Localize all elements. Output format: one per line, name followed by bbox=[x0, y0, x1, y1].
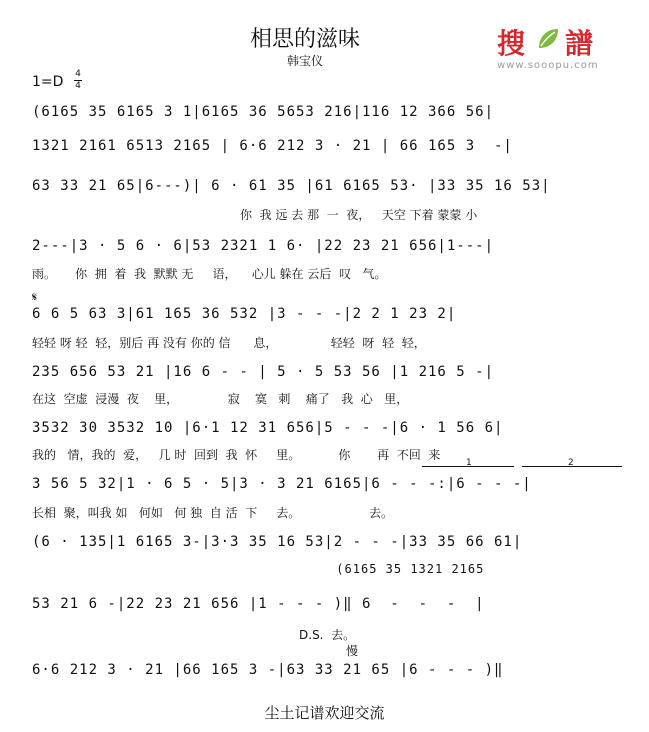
site-logo[interactable] bbox=[497, 22, 617, 76]
segno-mark: 𝄋 bbox=[32, 290, 38, 304]
notation-row-3: 63 33 21 65|6---)| 6 · 61 35 |61 6165 53· |33 35 16 53| bbox=[32, 178, 551, 194]
lyrics-row-6: 在这 空虚 浸漫 夜 里， 寂 寞 刺 痛了 我 心 里， bbox=[32, 392, 409, 406]
notation-row-9: (6 · 135|1 6165 3-|3·3 35 16 53|2 - - -|33 35 66 61| bbox=[32, 534, 523, 550]
notation-row-12: 6·6 212 3 · 21 |66 165 3 -|63 33 21 65 |6 - - - )‖ bbox=[32, 662, 504, 678]
lyrics-row-5: 轻轻 呀 轻 轻，别后 再 没有 你的 信 息， 轻轻 呀 轻 轻， bbox=[32, 336, 426, 350]
volta-first-label: 1 bbox=[466, 458, 472, 468]
logo-text-sou: 搜 bbox=[497, 27, 526, 60]
footer-credit: 尘土记谱欢迎交流 bbox=[264, 704, 385, 722]
lyrics-row-3: 你 我 远 去 那 一 夜， 天空 下着 蒙蒙 小 bbox=[240, 208, 478, 222]
notation-row-11: 53 21 6 -|22 23 21 656 |1 - - - )‖ 6 - - - | bbox=[32, 596, 485, 612]
notation-row-1: (6165 35 6165 3 1|6165 36 5653 216|116 12 366 56| bbox=[32, 104, 495, 120]
volta-brackets bbox=[422, 458, 622, 472]
lyrics-row-4: 雨。 你 拥 着 我 默默 无 语， 心儿 躲在 云后 叹 气。 bbox=[32, 267, 387, 281]
time-signature bbox=[74, 70, 82, 91]
notation-row-10: (6165 35 1321 2165 bbox=[32, 562, 485, 576]
leaf-icon bbox=[535, 26, 561, 52]
key-signature: 1=D bbox=[32, 74, 64, 90]
notation-row-5: 6 6 5 63 3|61 165 36 532 |3 - - -|2 2 1 23 2| bbox=[32, 306, 457, 322]
notation-row-8: 3 56 5 32|1 · 6 5 · 5|3 · 3 21 6165|6 - - -:|6 - - -| bbox=[32, 476, 532, 492]
time-signature-top: 4 bbox=[75, 69, 81, 79]
logo-text-pu: 譜 bbox=[565, 27, 594, 60]
song-title: 相思的滋味 bbox=[249, 27, 360, 52]
lyrics-row-11: D.S. 去。 bbox=[32, 628, 356, 642]
lyrics-row-7: 我的 情，我的 爱， 几 时 回到 我 怀 里。 你 再 不回 来 bbox=[32, 448, 441, 462]
tempo-slow-mark: 慢 bbox=[346, 644, 359, 658]
composer-name: 韩宝仪 bbox=[286, 54, 323, 68]
notation-row-4: 2---|3 · 5 6 · 6|53 2321 1 6· |22 23 21 656|1---| bbox=[32, 238, 495, 254]
notation-row-6: 235 656 53 21 |16 6 - - | 5 · 5 53 56 |1 216 5 -| bbox=[32, 364, 495, 380]
notation-row-2: 1321 2161 6513 2165 | 6·6 212 3 · 21 | 66 165 3 -| bbox=[32, 138, 513, 154]
lyrics-row-8: 长相 聚，叫我 如 何如 何 独 自 活 下 去。 去。 bbox=[32, 506, 393, 520]
notation-row-7: 3532 30 3532 10 |6·1 12 31 656|5 - - -|6 · 1 56 6| bbox=[32, 420, 504, 436]
logo-url[interactable]: www.sooopu.com bbox=[497, 60, 599, 71]
volta-second-label: 2 bbox=[568, 458, 574, 468]
time-signature-bottom: 4 bbox=[75, 81, 81, 91]
